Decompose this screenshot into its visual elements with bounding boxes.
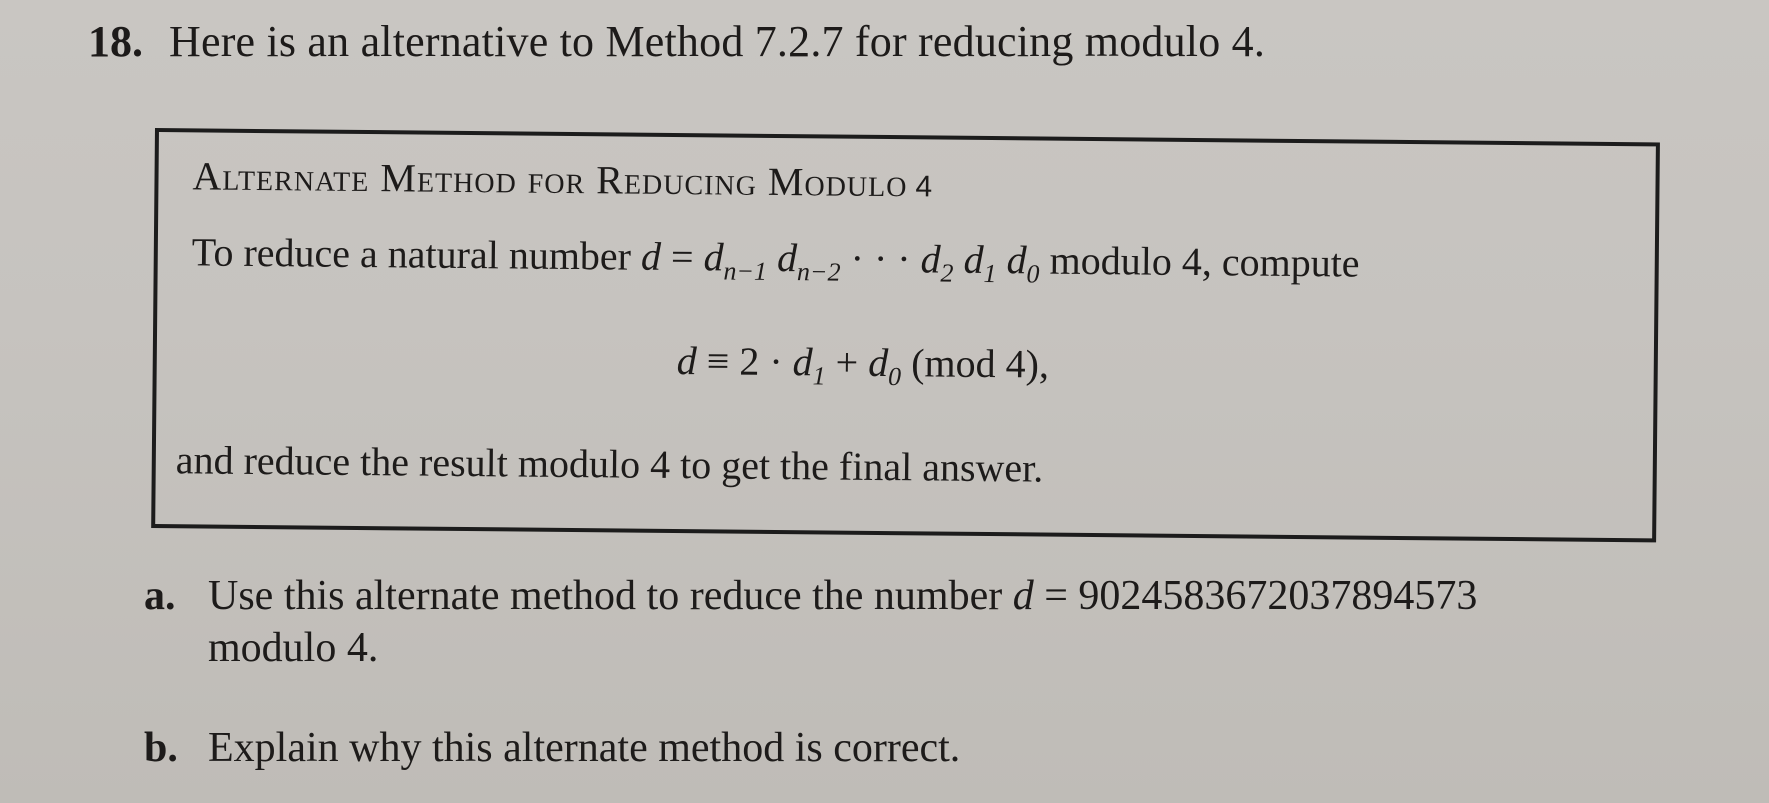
method-instruction [192,228,1360,292]
problem-header [88,16,1265,67]
method-box [151,128,1660,542]
instruction-prefix: To reduce a natural number [191,229,632,279]
part-b-text: Explain why this alternate method is correct. [208,725,961,771]
part-b [144,724,960,772]
method-title-text: Alternate Method for Reducing Modulo [192,153,908,206]
instruction-suffix: modulo 4, compute [1049,237,1360,286]
part-b-label: b. [144,725,178,771]
part-a-label: a. [144,573,176,619]
part-a-suffix: modulo 4. [208,625,379,671]
congruence-formula: $d \equiv 2 \cdot d_1 + d_0$ (mod 4), [676,338,1050,392]
problem-intro: Here is an alternative to Method 7.2.7 for reducing modulo 4. [169,17,1266,66]
method-conclusion: and reduce the result modulo 4 to get the final answer. [175,437,1044,491]
problem-number: 18. [88,17,143,66]
formula-mod-text: (mod 4), [911,340,1050,387]
digit-expansion: $d = d_{n-1}$ $d_{n-2}$ · · · $d_2$ $d_1$ $d_0$ [640,233,1040,289]
method-title-number: 4 [915,170,934,204]
part-a [144,570,1658,674]
method-box-title [192,152,933,206]
part-a-prefix: Use this alternate method to reduce the number [208,573,1003,619]
part-a-text: Use this alternate method to reduce the number d = 9024583672037894573 modulo 4. [208,573,1478,671]
part-a-number: 9024583672037894573 [1078,573,1478,619]
